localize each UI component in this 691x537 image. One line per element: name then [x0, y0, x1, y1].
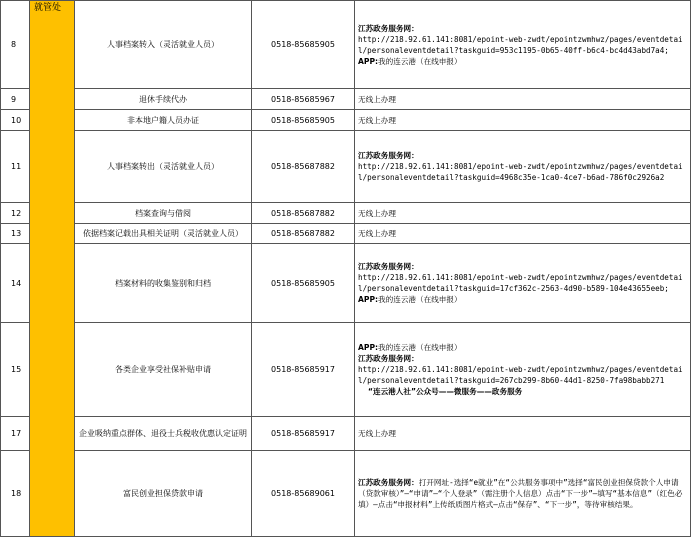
- site-label: 江苏政务服务网：: [358, 354, 419, 363]
- online-method: 无线上办理: [355, 203, 691, 224]
- online-method: 无线上办理: [355, 417, 691, 451]
- service-item: 档案材料的收集鉴别和归档: [75, 244, 252, 323]
- service-item: 退休手续代办: [75, 89, 252, 110]
- table-row: [1, 224, 691, 244]
- table-row: [1, 1, 691, 89]
- phone-number: 0518-85685905: [252, 110, 355, 131]
- site-label: 江苏政务服务网：: [358, 262, 419, 271]
- service-link[interactable]: http://218.92.61.141:8081/epoint-web-zwdt/epointzwmhwz/pages/eventdetail/personaleventdetail?taskguid=267cb299-8b60-44d1-8250-7fa98babb271: [358, 365, 683, 385]
- service-item: 人事档案转入（灵活就业人员）: [75, 1, 252, 89]
- table-row: [1, 110, 691, 131]
- site-label: 江苏政务服务网：: [358, 478, 419, 487]
- table-row: [1, 417, 691, 451]
- table-row: [1, 89, 691, 110]
- service-item: 富民创业担保贷款申请: [75, 451, 252, 537]
- phone-number: 0518-85685917: [252, 323, 355, 417]
- service-item: 企业吸纳重点群体、退役士兵税收优惠认定证明: [75, 417, 252, 451]
- row-number: 15: [1, 323, 30, 417]
- phone-number: 0518-85685905: [252, 244, 355, 323]
- row-number: 8: [1, 1, 30, 89]
- row-number: 18: [1, 451, 30, 537]
- online-method: [355, 451, 691, 537]
- row-number: 17: [1, 417, 30, 451]
- table-row: [1, 244, 691, 323]
- row-number: 11: [1, 131, 30, 203]
- online-method: 无线上办理: [355, 110, 691, 131]
- row-number: 14: [1, 244, 30, 323]
- service-item: 非本地户籍人员办证: [75, 110, 252, 131]
- service-item: 人事档案转出（灵活就业人员）: [75, 131, 252, 203]
- site-label: 江苏政务服务网：: [358, 151, 419, 160]
- phone-number: 0518-85685905: [252, 1, 355, 89]
- online-method: [355, 1, 691, 89]
- app-text: 我的连云港（在线申报）: [378, 295, 462, 304]
- wechat-text: “连云港人社”公众号——微服务——政务服务: [368, 387, 523, 396]
- site-label: 江苏政务服务网：: [358, 23, 419, 33]
- phone-number: 0518-85687882: [252, 203, 355, 224]
- instructions-text: 打开网址-选择“e就业”在“公共服务事项中”选择“富民创业担保贷款个人申请（贷款审核）”—“申请”—“个人登录”（需注册个人信息）点击“下一步”—填写“基本信息”（红色必填）—点击“申报材料”上传纸质图片格式—点击“保存”、“下一步”，等待审核结果。: [358, 478, 683, 509]
- row-number: 9: [1, 89, 30, 110]
- phone-number: 0518-85687882: [252, 224, 355, 244]
- phone-number: 0518-85689061: [252, 451, 355, 537]
- row-number: 10: [1, 110, 30, 131]
- online-method: [355, 244, 691, 323]
- online-method: [355, 131, 691, 203]
- app-text: 我的连云港（在线申报）: [378, 343, 462, 352]
- phone-number: 0518-85687882: [252, 131, 355, 203]
- row-number: 13: [1, 224, 30, 244]
- table-row: [1, 203, 691, 224]
- app-label: APP:: [358, 295, 379, 304]
- table-row: [1, 131, 691, 203]
- phone-number: 0518-85685967: [252, 89, 355, 110]
- table-row: [1, 323, 691, 417]
- app-label: APP:: [358, 56, 379, 66]
- online-method: 无线上办理: [355, 89, 691, 110]
- phone-number: 0518-85685917: [252, 417, 355, 451]
- service-item: 依据档案记载出具相关证明（灵活就业人员）: [75, 224, 252, 244]
- department-cell: 就管处: [30, 1, 75, 537]
- online-method: 无线上办理: [355, 224, 691, 244]
- online-method: [355, 323, 691, 417]
- service-link[interactable]: http://218.92.61.141:8081/epoint-web-zwdt/epointzwmhwz/pages/eventdetail/personaleventdetail?taskguid=17cf362c-2563-4d90-b589-104e43655eeb;: [358, 273, 683, 293]
- service-item: 各类企业享受社保补贴申请: [75, 323, 252, 417]
- app-text: 我的连云港（在线申报）: [378, 56, 462, 66]
- service-link[interactable]: http://218.92.61.141:8081/epoint-web-zwdt/epointzwmhwz/pages/eventdetail/personaleventdetail?taskguid=953c1195-0b65-40ff-b6c4-bc4d43abd7a4;: [358, 34, 683, 55]
- service-link[interactable]: http://218.92.61.141:8081/epoint-web-zwdt/epointzwmhwz/pages/eventdetail/personaleventdetail?taskguid=4968c35e-1ca0-4ce7-b6ad-786f0c2926a2: [358, 162, 683, 182]
- service-item: 档案查询与借阅: [75, 203, 252, 224]
- table-row: [1, 451, 691, 537]
- row-number: 12: [1, 203, 30, 224]
- app-label: APP:: [358, 343, 379, 352]
